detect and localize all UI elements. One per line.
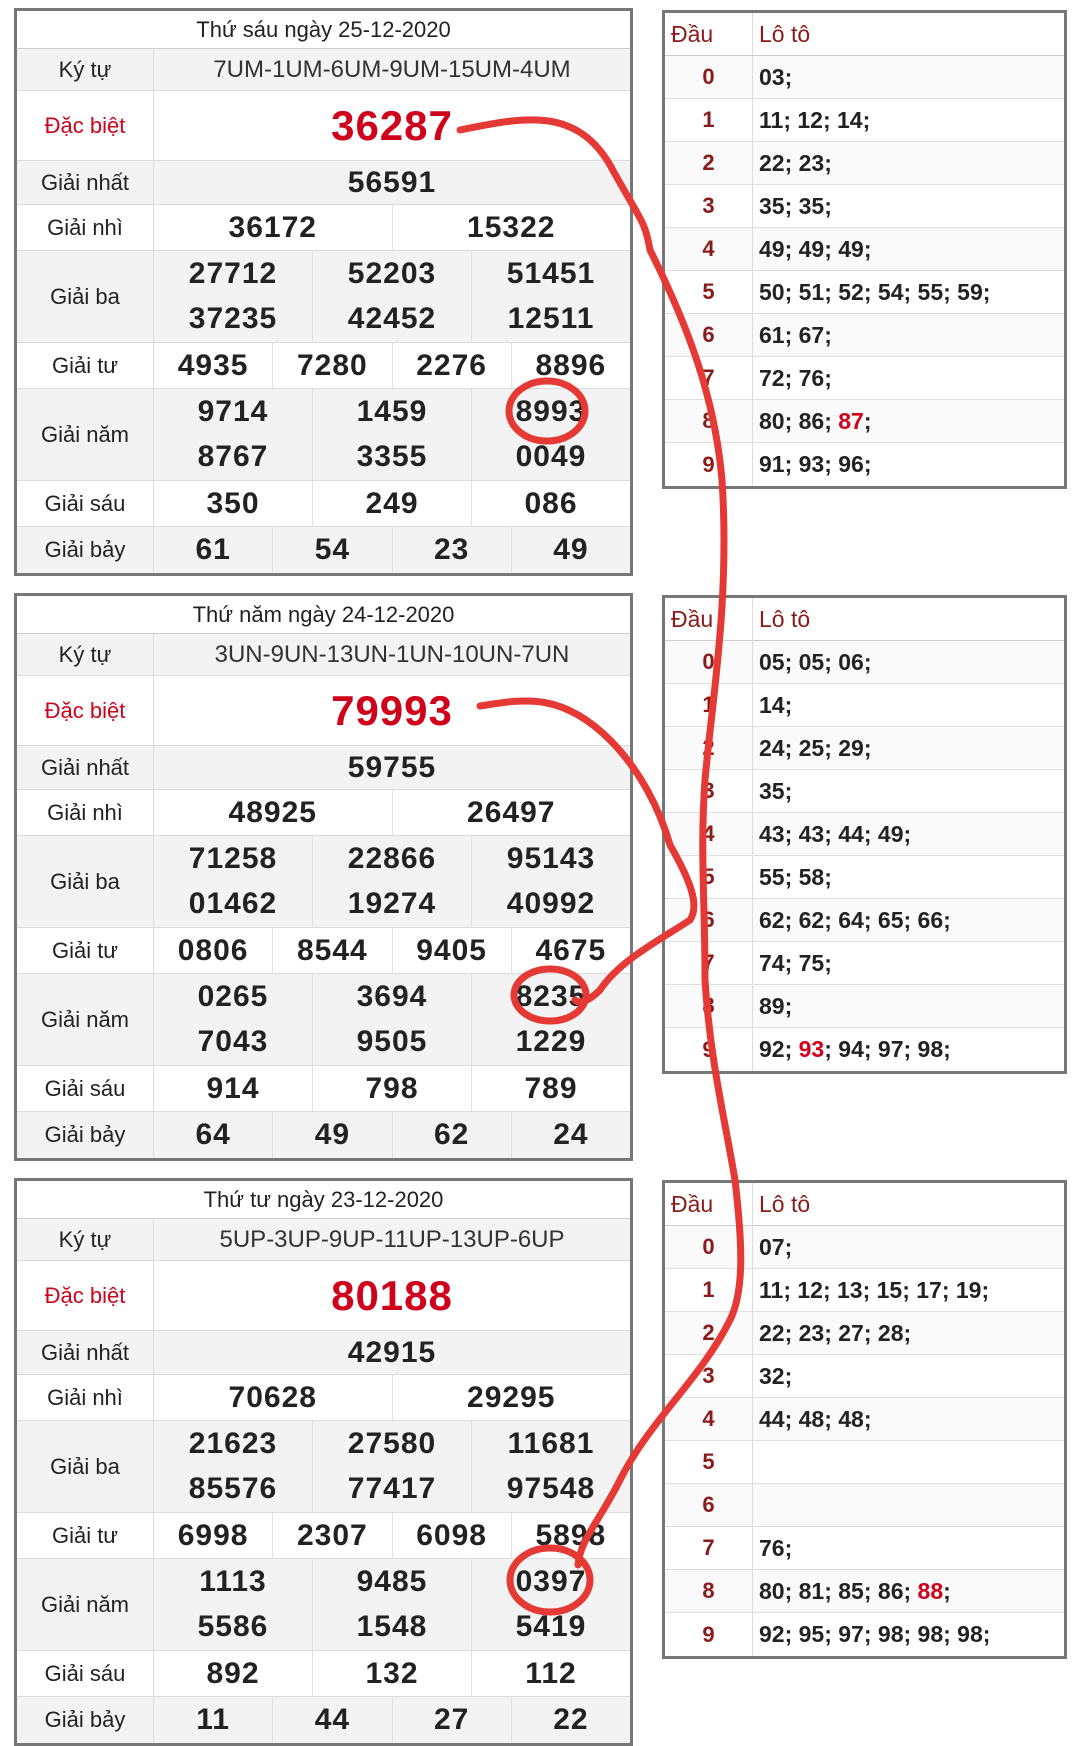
loto-head-digit: 3 — [665, 185, 753, 227]
loto-head-digit: 3 — [665, 1355, 753, 1397]
prize-number: 1459 — [312, 389, 471, 435]
loto-value-text: ; 94; 97; 98; — [824, 1036, 951, 1062]
prize-number: 112 — [471, 1651, 630, 1696]
loto-row — [665, 400, 1064, 443]
loto-value-text: 22; 23; 27; 28; — [759, 1319, 912, 1346]
third-prize-row — [17, 836, 630, 928]
loto-head-digit: 6 — [665, 314, 753, 356]
first-prize-row — [17, 161, 630, 205]
prize-number: 798 — [312, 1066, 471, 1111]
prize-number: 54 — [272, 527, 391, 573]
loto-head-digit: 2 — [665, 1312, 753, 1354]
loto-value-text: 11; 12; 13; 15; 17; 19; — [759, 1276, 990, 1303]
loto-row — [665, 942, 1064, 985]
prize-number: 44 — [272, 1697, 391, 1743]
prize-number: 24 — [511, 1112, 630, 1158]
special-prize-number: 80188 — [331, 1271, 453, 1319]
fourth-prize-row — [17, 1513, 630, 1559]
special-prize-number: 79993 — [331, 686, 453, 734]
sixth-prize-label: Giải sáu — [17, 481, 154, 526]
loto-head-digit: 8 — [665, 985, 753, 1027]
prize-number: 85576 — [188, 1472, 278, 1506]
seventh-prize-label: Giải bảy — [17, 1697, 154, 1743]
loto-values-header: Lô tô — [759, 605, 811, 632]
third-prize-label: Giải ba — [17, 836, 154, 927]
loto-values — [753, 1355, 1064, 1397]
loto-value-text: 24; 25; 29; — [759, 734, 872, 761]
prize-number: 9405 — [392, 928, 511, 973]
loto-row — [665, 314, 1064, 357]
loto-value-text: 55; 58; — [759, 863, 832, 890]
loto-row — [665, 185, 1064, 228]
fifth-prize-row — [17, 389, 630, 481]
loto-head-digit: 6 — [665, 1484, 753, 1526]
loto-values-header: Lô tô — [759, 1190, 811, 1217]
special-prize-label: Đặc biệt — [17, 91, 154, 160]
loto-row — [665, 899, 1064, 942]
loto-values — [753, 228, 1064, 270]
seventh-prize-label: Giải bảy — [17, 1112, 154, 1158]
prize-number: 95143 — [471, 836, 630, 882]
fourth-prize-label: Giải tư — [17, 1513, 154, 1558]
prize-number: 2276 — [392, 343, 511, 388]
fifth-prize-row — [17, 1559, 630, 1651]
loto-value-text: 35; — [759, 777, 793, 804]
prize-number: 8767 — [197, 440, 269, 474]
first-prize-row — [17, 746, 630, 790]
loto-head-digit: 9 — [665, 443, 753, 486]
special-prize-row — [17, 676, 630, 746]
loto-values — [753, 56, 1064, 98]
prize-number: 42915 — [347, 1335, 437, 1369]
loto-row — [665, 813, 1064, 856]
loto-head-digit: 5 — [665, 856, 753, 898]
prize-number: 8544 — [272, 928, 391, 973]
prize-number: 350 — [206, 486, 260, 520]
prize-number: 892 — [206, 1656, 260, 1690]
prize-number: 5419 — [471, 1605, 630, 1651]
loto-values — [753, 727, 1064, 769]
code-label: Ký tự — [17, 49, 154, 90]
prize-number: 11 — [196, 1703, 230, 1736]
prize-number: 789 — [471, 1066, 630, 1111]
loto-row — [665, 770, 1064, 813]
loto-values — [753, 1312, 1064, 1354]
loto-values — [753, 942, 1064, 984]
loto-value-text: 03; — [759, 63, 793, 90]
loto-head-digit: 7 — [665, 357, 753, 399]
prize-number: 22 — [511, 1697, 630, 1743]
second-prize-label: Giải nhì — [17, 205, 154, 250]
loto-values — [753, 1570, 1064, 1612]
second-prize-row — [17, 790, 630, 836]
loto-values — [753, 856, 1064, 898]
seventh-prize-row — [17, 1112, 630, 1158]
loto-value-text: 74; 75; — [759, 949, 832, 976]
fourth-prize-row — [17, 343, 630, 389]
prize-number: 97548 — [471, 1467, 630, 1513]
loto-values — [753, 142, 1064, 184]
loto-value-text: 32; — [759, 1362, 793, 1389]
loto-head-digit: 1 — [665, 684, 753, 726]
loto-values — [753, 1527, 1064, 1569]
loto-row — [665, 1398, 1064, 1441]
loto-row — [665, 1028, 1064, 1071]
loto-table — [662, 10, 1067, 489]
prize-number: 4675 — [511, 928, 630, 973]
prize-number: 12511 — [471, 297, 630, 343]
code-row — [17, 1219, 630, 1261]
prize-number: 11681 — [471, 1421, 630, 1467]
draw-code: 5UP-3UP-9UP-11UP-13UP-6UP — [154, 1219, 630, 1260]
prize-number: 29295 — [392, 1375, 631, 1420]
draw-result-table — [14, 8, 633, 576]
prize-number: 0397 — [471, 1559, 630, 1605]
draw-code: 7UM-1UM-6UM-9UM-15UM-4UM — [154, 49, 630, 90]
loto-values — [753, 271, 1064, 313]
sixth-prize-row — [17, 1066, 630, 1112]
prize-number: 27 — [392, 1697, 511, 1743]
loto-row — [665, 1226, 1064, 1269]
loto-row — [665, 357, 1064, 400]
prize-number: 48925 — [228, 795, 317, 829]
prize-number: 8896 — [511, 343, 630, 388]
prize-number: 914 — [206, 1071, 260, 1105]
loto-values — [753, 1484, 1064, 1526]
loto-head-digit: 8 — [665, 400, 753, 442]
special-prize-row — [17, 1261, 630, 1331]
loto-row — [665, 684, 1064, 727]
prize-number: 27580 — [312, 1421, 471, 1467]
sixth-prize-row — [17, 1651, 630, 1697]
loto-special-value: 87 — [838, 407, 864, 434]
prize-number: 0806 — [177, 933, 249, 967]
loto-value-text: 07; — [759, 1233, 793, 1260]
loto-head-digit: 4 — [665, 1398, 753, 1440]
prize-number: 15322 — [392, 205, 631, 250]
loto-table — [662, 1180, 1067, 1659]
loto-values — [753, 1441, 1064, 1483]
draw-code: 3UN-9UN-13UN-1UN-10UN-7UN — [154, 634, 630, 675]
loto-values — [753, 357, 1064, 399]
loto-value-text: 14; — [759, 691, 793, 718]
prize-number: 7280 — [272, 343, 391, 388]
prize-number: 5898 — [511, 1513, 630, 1558]
loto-head-digit: 1 — [665, 1269, 753, 1311]
loto-value-text: 89; — [759, 992, 793, 1019]
prize-number: 9714 — [197, 394, 269, 428]
loto-value-text: ; — [943, 1577, 951, 1604]
loto-value-text: 72; 76; — [759, 364, 832, 391]
loto-values — [753, 899, 1064, 941]
prize-number: 1229 — [471, 1020, 630, 1066]
prize-number: 64 — [195, 1118, 231, 1151]
seventh-prize-row — [17, 1697, 630, 1743]
prize-number: 8235 — [471, 974, 630, 1020]
second-prize-label: Giải nhì — [17, 1375, 154, 1420]
loto-values — [753, 1028, 1064, 1071]
loto-values — [753, 1226, 1064, 1268]
loto-values — [753, 770, 1064, 812]
first-prize-label: Giải nhất — [17, 161, 154, 204]
loto-head-digit: 1 — [665, 99, 753, 141]
code-row — [17, 634, 630, 676]
prize-number: 26497 — [392, 790, 631, 835]
loto-row — [665, 56, 1064, 99]
third-prize-row — [17, 1421, 630, 1513]
prize-number: 8993 — [471, 389, 630, 435]
prize-number: 21623 — [188, 1426, 278, 1460]
loto-values — [753, 813, 1064, 855]
seventh-prize-label: Giải bảy — [17, 527, 154, 573]
seventh-prize-row — [17, 527, 630, 573]
loto-row — [665, 1527, 1064, 1570]
loto-head-digit: 2 — [665, 142, 753, 184]
loto-head-digit: 7 — [665, 942, 753, 984]
first-prize-label: Giải nhất — [17, 1331, 154, 1374]
loto-value-text: ; — [863, 407, 872, 434]
loto-value-text: 22; 23; — [759, 149, 832, 176]
loto-row — [665, 1613, 1064, 1656]
loto-head-digit: 3 — [665, 770, 753, 812]
loto-value-text: 80; 81; 85; 86; — [759, 1577, 918, 1604]
prize-number: 59755 — [347, 750, 437, 784]
loto-values — [753, 1269, 1064, 1311]
special-prize-row — [17, 91, 630, 161]
loto-head-digit: 5 — [665, 271, 753, 313]
fifth-prize-label: Giải năm — [17, 974, 154, 1065]
loto-table — [662, 595, 1067, 1074]
loto-value-text: 92; 95; 97; 98; 98; 98; — [759, 1621, 991, 1647]
prize-number: 9485 — [312, 1559, 471, 1605]
loto-value-text: 80; 86; — [759, 407, 839, 434]
loto-value-text: 91; 93; 96; — [759, 451, 872, 477]
prize-number: 249 — [312, 481, 471, 526]
loto-values — [753, 985, 1064, 1027]
code-row — [17, 49, 630, 91]
loto-values — [753, 1398, 1064, 1440]
fourth-prize-label: Giải tư — [17, 928, 154, 973]
fifth-prize-label: Giải năm — [17, 1559, 154, 1650]
prize-number: 4935 — [177, 348, 249, 382]
first-prize-label: Giải nhất — [17, 746, 154, 789]
loto-value-text: 05; 05; 06; — [759, 648, 872, 675]
loto-head-digit: 9 — [665, 1028, 753, 1071]
prize-number: 0049 — [471, 435, 630, 481]
loto-row — [665, 856, 1064, 899]
loto-value-text: 49; 49; 49; — [759, 235, 872, 262]
loto-values — [753, 99, 1064, 141]
prize-number: 77417 — [312, 1467, 471, 1513]
prize-number: 56591 — [347, 165, 437, 199]
prize-number: 19274 — [312, 882, 471, 928]
loto-head-header: Đầu — [665, 13, 753, 55]
loto-value-text: 50; 51; 52; 54; 55; 59; — [759, 278, 991, 305]
prize-number: 0265 — [197, 979, 269, 1013]
loto-value-text: 62; 62; 64; 65; 66; — [759, 906, 951, 933]
loto-head-digit: 6 — [665, 899, 753, 941]
loto-value-text: 11; 12; 14; — [759, 106, 871, 133]
loto-values — [753, 443, 1064, 486]
sixth-prize-label: Giải sáu — [17, 1066, 154, 1111]
prize-number: 71258 — [188, 841, 278, 875]
loto-row — [665, 1570, 1064, 1613]
prize-number: 36172 — [228, 210, 317, 244]
loto-row — [665, 727, 1064, 770]
code-label: Ký tự — [17, 1219, 154, 1260]
prize-number: 52203 — [312, 251, 471, 297]
prize-number: 6998 — [177, 1518, 249, 1552]
loto-row — [665, 985, 1064, 1028]
loto-values — [753, 400, 1064, 442]
prize-number: 5586 — [197, 1610, 269, 1644]
prize-number: 22866 — [312, 836, 471, 882]
fifth-prize-label: Giải năm — [17, 389, 154, 480]
prize-number: 01462 — [188, 887, 278, 921]
prize-number: 49 — [511, 527, 630, 573]
loto-values — [753, 314, 1064, 356]
loto-value-text: 92; — [759, 1036, 799, 1062]
code-label: Ký tự — [17, 634, 154, 675]
fourth-prize-label: Giải tư — [17, 343, 154, 388]
loto-head-digit: 0 — [665, 1226, 753, 1268]
loto-special-value: 88 — [917, 1577, 944, 1604]
loto-head-digit: 5 — [665, 1441, 753, 1483]
loto-head-digit: 0 — [665, 56, 753, 98]
prize-number: 2307 — [272, 1513, 391, 1558]
prize-number: 51451 — [471, 251, 630, 297]
loto-row — [665, 443, 1064, 486]
loto-head-digit: 4 — [665, 228, 753, 270]
loto-row — [665, 271, 1064, 314]
draw-date: Thứ năm ngày 24-12-2020 — [17, 596, 630, 634]
prize-number: 3355 — [312, 435, 471, 481]
prize-number: 1113 — [199, 1564, 267, 1598]
loto-head-digit: 8 — [665, 1570, 753, 1612]
prize-number: 7043 — [197, 1025, 269, 1059]
special-prize-label: Đặc biệt — [17, 676, 154, 745]
loto-row — [665, 1441, 1064, 1484]
prize-number: 62 — [392, 1112, 511, 1158]
prize-number: 42452 — [312, 297, 471, 343]
third-prize-label: Giải ba — [17, 1421, 154, 1512]
draw-result-table — [14, 593, 633, 1161]
loto-head-digit: 0 — [665, 641, 753, 683]
draw-date: Thứ sáu ngày 25-12-2020 — [17, 11, 630, 49]
prize-number: 6098 — [392, 1513, 511, 1558]
prize-number: 70628 — [228, 1380, 317, 1414]
loto-row — [665, 1269, 1064, 1312]
loto-head-digit: 2 — [665, 727, 753, 769]
prize-number: 40992 — [471, 882, 630, 928]
loto-values-header: Lô tô — [759, 20, 811, 47]
loto-row — [665, 1355, 1064, 1398]
loto-values — [753, 185, 1064, 227]
loto-values — [753, 1613, 1064, 1656]
prize-number: 37235 — [188, 302, 278, 336]
loto-row — [665, 1484, 1064, 1527]
prize-number: 1548 — [312, 1605, 471, 1651]
sixth-prize-row — [17, 481, 630, 527]
prize-number: 27712 — [188, 256, 278, 290]
first-prize-row — [17, 1331, 630, 1375]
loto-value-text: 61; 67; — [759, 321, 832, 348]
prize-number: 61 — [195, 533, 231, 566]
prize-number: 23 — [392, 527, 511, 573]
loto-row — [665, 228, 1064, 271]
loto-value-text: 35; 35; — [759, 192, 832, 219]
third-prize-label: Giải ba — [17, 251, 154, 342]
loto-row — [665, 641, 1064, 684]
loto-value-text: 44; 48; 48; — [759, 1405, 872, 1432]
special-prize-number: 36287 — [331, 101, 453, 149]
loto-row — [665, 99, 1064, 142]
loto-value-text: 76; — [759, 1534, 793, 1561]
loto-head-header: Đầu — [665, 1183, 753, 1225]
loto-row — [665, 1312, 1064, 1355]
loto-values — [753, 641, 1064, 683]
prize-number: 132 — [312, 1651, 471, 1696]
sixth-prize-label: Giải sáu — [17, 1651, 154, 1696]
prize-number: 49 — [272, 1112, 391, 1158]
second-prize-row — [17, 1375, 630, 1421]
loto-head-digit: 9 — [665, 1613, 753, 1656]
loto-special-value: 93 — [798, 1036, 825, 1062]
fourth-prize-row — [17, 928, 630, 974]
prize-number: 9505 — [312, 1020, 471, 1066]
draw-date: Thứ tư ngày 23-12-2020 — [17, 1181, 630, 1219]
draw-result-table — [14, 1178, 633, 1746]
prize-number: 086 — [471, 481, 630, 526]
loto-head-header: Đầu — [665, 598, 753, 640]
second-prize-label: Giải nhì — [17, 790, 154, 835]
loto-head-digit: 4 — [665, 813, 753, 855]
special-prize-label: Đặc biệt — [17, 1261, 154, 1330]
second-prize-row — [17, 205, 630, 251]
third-prize-row — [17, 251, 630, 343]
loto-values — [753, 684, 1064, 726]
loto-head-digit: 7 — [665, 1527, 753, 1569]
fifth-prize-row — [17, 974, 630, 1066]
loto-row — [665, 142, 1064, 185]
loto-value-text: 43; 43; 44; 49; — [759, 820, 912, 847]
prize-number: 3694 — [312, 974, 471, 1020]
